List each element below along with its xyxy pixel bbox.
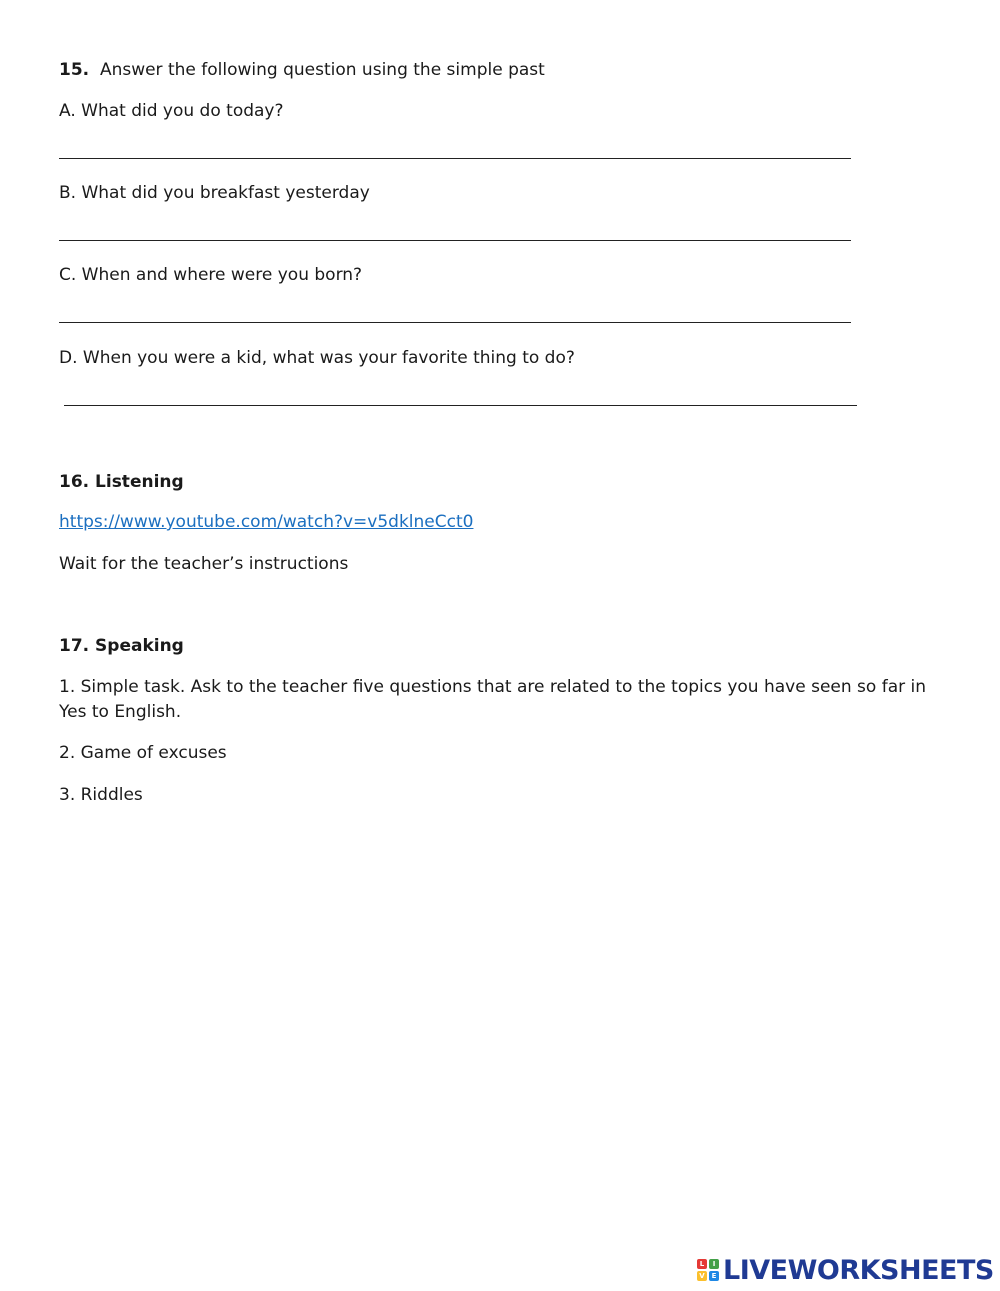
q15-item-c: C. When and where were you born?: [59, 265, 363, 285]
q15-item-d: D. When you were a kid, what was your favorite thing to do?: [59, 348, 575, 368]
q16-title: 16. Listening: [59, 472, 184, 492]
answer-line-c[interactable]: [59, 322, 851, 323]
q17-title: 17. Speaking: [59, 636, 184, 656]
video-link[interactable]: https://www.youtube.com/watch?v=v5dklneCct0: [59, 512, 474, 532]
logo-tile-e: E: [709, 1271, 719, 1281]
q15-instruction: Answer the following question using the simple past: [99, 60, 545, 80]
q17-item-3: 3. Riddles: [59, 785, 143, 805]
answer-line-a[interactable]: [59, 158, 851, 159]
answer-line-d[interactable]: [64, 405, 857, 406]
q15-number: 15.: [59, 60, 90, 80]
answer-line-b[interactable]: [59, 240, 851, 241]
logo-text: LIVEWORKSHEETS: [723, 1254, 994, 1286]
q17-item-1: 1. Simple task. Ask to the teacher five questions that are related to the topics you have seen so far in Yes to English.: [59, 677, 927, 722]
logo-tile-i: I: [709, 1259, 719, 1269]
liveworksheets-logo: [697, 1254, 994, 1286]
q17-item-2: 2. Game of excuses: [59, 743, 227, 763]
q15-heading: [59, 59, 545, 81]
q15-item-b: B. What did you breakfast yesterday: [59, 183, 370, 203]
q15-item-a: A. What did you do today?: [59, 101, 284, 121]
logo-mark-icon: [697, 1259, 719, 1281]
q16-instruction: Wait for the teacher’s instructions: [59, 554, 349, 574]
logo-tile-l: L: [697, 1259, 707, 1269]
logo-tile-v: V: [697, 1271, 707, 1281]
